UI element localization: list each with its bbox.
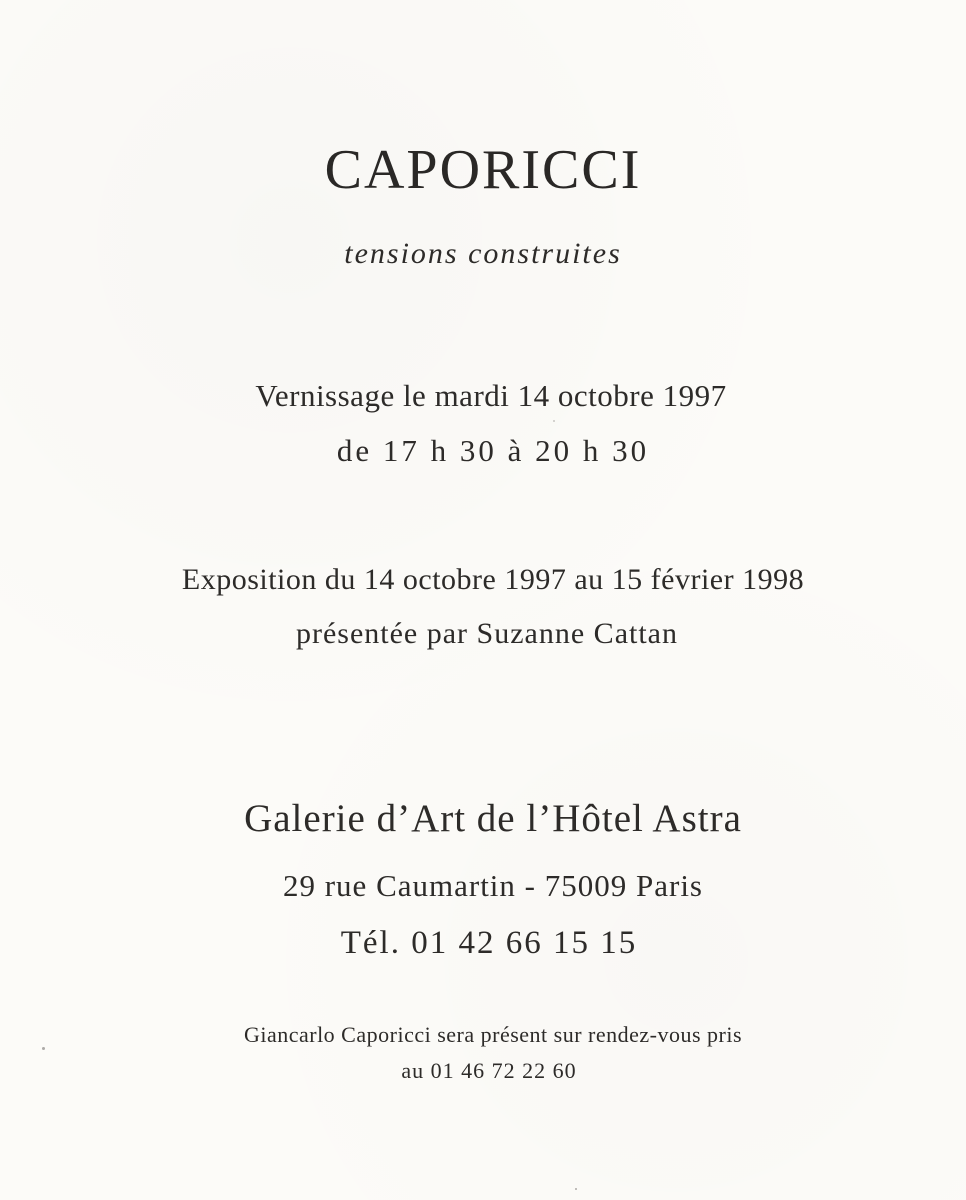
gallery-name: Galerie d’Art de l’Hôtel Astra [244, 797, 742, 840]
paper-speck [575, 1188, 577, 1190]
paper-speck [553, 420, 555, 422]
appointment-note-line-2: au 01 46 72 22 60 [401, 1058, 577, 1083]
appointment-note-line-1: Giancarlo Caporicci sera présent sur rendez-vous pris [243, 1022, 743, 1047]
opening-time-line: de 17 h 30 à 20 h 30 [336, 433, 650, 468]
opening-date-line: Vernissage le mardi 14 octobre 1997 [255, 378, 727, 413]
gallery-phone: Tél. 01 42 66 15 15 [340, 925, 638, 961]
paper-speck [42, 1047, 45, 1050]
artist-title: CAPORICCI [324, 139, 642, 201]
presenter-line: présentée par Suzanne Cattan [295, 617, 678, 650]
exhibition-dates-line: Exposition du 14 octobre 1997 au 15 février 1998 [181, 563, 805, 596]
gallery-address: 29 rue Caumartin - 75009 Paris [282, 868, 703, 903]
exhibition-subtitle: tensions construites [344, 237, 622, 270]
